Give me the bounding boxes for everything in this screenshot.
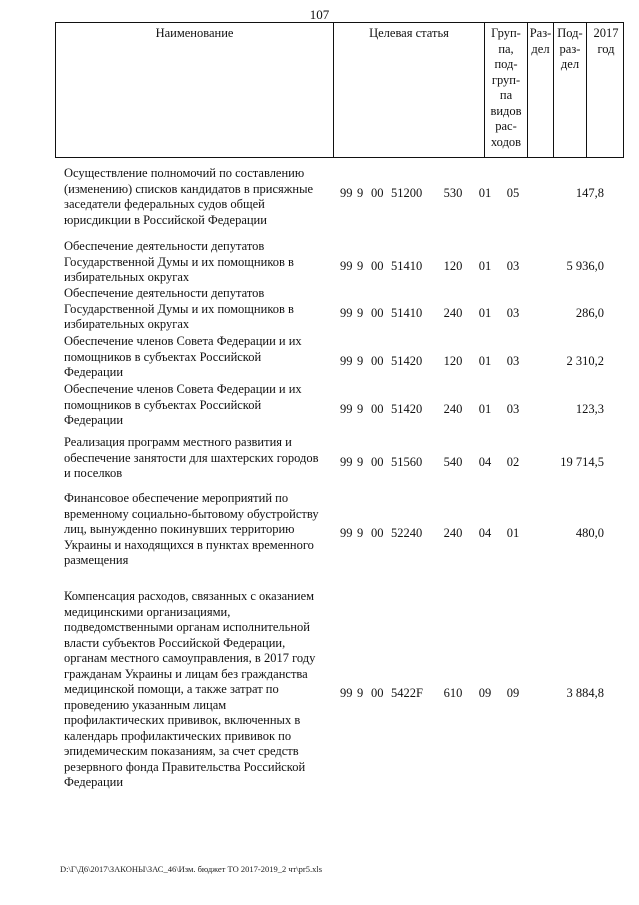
header-group-line: Груп- [491,26,521,40]
target-article-part: 51410 [391,305,423,320]
row-name-line: профилактических прививок, включенных в [64,713,301,727]
row-name-line: (изменению) списков кандидатов в присяжные [64,181,314,196]
row-name-line: Государственной Думы и их помощников в [64,301,294,316]
expense-group-cell: 610 [443,686,463,700]
header-year: 2017 год [593,26,619,56]
expense-group-cell: 240 [443,305,463,320]
header-podrazdel [554,23,587,157]
razdel-cell: 09 [478,686,492,700]
row-name [64,491,332,569]
razdel-cell: 01 [478,305,492,320]
row-name [64,382,332,429]
target-article-part: 99 [340,185,353,200]
header-name: Наименование [56,23,334,157]
target-article-part: 52240 [391,526,423,540]
table-row [0,239,639,286]
target-article-part: 00 [371,454,384,469]
target-article-part: 00 [371,258,384,273]
podrazdel-cell: 03 [506,401,520,416]
table-row [0,589,639,791]
header-group-line: груп- [491,72,521,87]
row-name-line: юрисдикции в Российской Федерации [64,212,267,227]
podrazdel-cell: 05 [506,185,520,200]
amount-cell: 147,8 [575,185,604,200]
amount-cell: 123,3 [575,401,604,416]
row-name-line: Украины и находящихся в пунктах временного [64,537,314,552]
expense-group-cell: 240 [443,401,463,416]
target-article-part: 99 [340,258,353,273]
target-article-part: 99 [340,686,353,700]
row-name-line: Финансовое обеспечение мероприятий по [64,491,289,505]
target-article-part: 51200 [391,185,423,200]
target-article-part: 99 [340,305,353,320]
target-article-part: 00 [371,686,384,700]
row-name-line: резервного фонда Правительства Российской [64,759,306,774]
target-article-part: 9 [357,305,364,320]
row-name-line: Обеспечение членов Совета Федерации и их [64,334,302,348]
target-article-part: 9 [357,454,364,469]
header-group-line: рас- [495,119,517,133]
podrazdel-cell: 09 [506,686,520,700]
amount-cell: 2 310,2 [566,353,604,368]
target-article-part: 9 [357,185,364,200]
target-article-part: 9 [357,686,364,700]
expense-group-cell: 240 [443,526,463,540]
target-article-part: 99 [340,454,353,469]
row-name [64,286,332,333]
target-article-part: 00 [371,401,384,416]
header-target-article: Целевая статья [334,23,485,157]
header-group-line: под- [494,57,518,71]
target-article-part: 9 [357,526,364,540]
header-razdel-line: дел [531,41,550,56]
row-name-line: Реализация программ местного развития и [64,435,292,449]
podrazdel-cell: 01 [506,526,520,540]
podrazdel-cell: 03 [506,353,520,368]
podrazdel-cell: 02 [506,454,520,469]
page-number: 107 [309,7,330,22]
row-name-line: помощников в субъектах Российской [64,349,262,364]
amount-cell: 3 884,8 [566,686,604,700]
row-name-line: избирательных округах [64,270,190,284]
table-row [0,334,639,381]
row-name-line: обеспечение занятости для шахтерских городов [64,450,319,465]
table-row [0,382,639,429]
table-row [0,491,639,569]
expense-group-cell: 120 [443,258,463,273]
row-name-line: Обеспечение членов Совета Федерации и их [64,382,302,396]
row-name-line: заседатели федеральных судов общей [64,197,265,211]
table-row [0,435,639,482]
row-name-line: лиц, вынужденно покинувших территорию [64,522,295,536]
target-article-part: 99 [340,401,353,416]
row-name [64,435,332,482]
target-article-part: 00 [371,185,384,200]
table-row [0,166,639,228]
header-group-line: видов [490,103,522,118]
target-article-part: 00 [371,353,384,368]
razdel-cell: 01 [478,258,492,273]
target-article-part: 00 [371,526,384,540]
razdel-cell: 04 [478,454,492,469]
row-name [64,334,332,381]
header-group-line: па [499,88,513,102]
expense-group-cell: 120 [443,353,463,368]
target-article-part: 99 [340,353,353,368]
row-name-line: эпидемическим показаниям, за счет средств [64,744,299,758]
target-article-part: 5422F [391,686,423,700]
row-name-line: Осуществление полномочий по составлению [64,166,305,180]
header-podrazdel-line: Под- [557,26,583,40]
target-article-part: 51420 [391,401,423,416]
row-name-line: проведению указанным лицам [64,697,227,712]
row-name-line: Государственной Думы и их помощников в [64,254,294,269]
header-razdel-line: Раз- [529,26,552,40]
row-name-line: Обеспечение деятельности депутатов [64,286,265,300]
row-name-line: временному социально-бытовому обустройству [64,506,319,521]
header-podrazdel-line: раз- [559,41,581,56]
expense-group-cell: 530 [443,185,463,200]
row-name-line: Обеспечение деятельности депутатов [64,239,265,253]
row-name-line: календарь профилактических прививок по [64,728,292,743]
row-name-line: органам местного самоуправления, в 2017 году [64,651,316,665]
target-article-part: 9 [357,258,364,273]
row-name-line: власти субъектов Российской Федерации, [64,635,286,650]
footer-file-path: D:\Г\Д6\2017\ЗАКОНЫ\ЗАС_46\Изм. бюджет ТО 2017-2019_2 чт\pr5.xls [60,864,323,874]
row-name-line: Федерации [64,413,124,427]
razdel-cell: 01 [478,185,492,200]
row-name-line: и поселков [64,466,123,480]
target-article-part: 51560 [391,454,423,469]
row-name-line: медицинскими организациями, [64,604,231,619]
target-article-part: 00 [371,305,384,320]
target-article-part: 51420 [391,353,423,368]
row-name-line: гражданам Украины и лицам без гражданства [64,666,308,681]
row-name-line: помощников в субъектах Российской [64,397,262,412]
header-expense-group [485,23,528,157]
amount-cell: 480,0 [575,526,604,540]
target-article-part: 99 [340,526,353,540]
target-article-part: 9 [357,401,364,416]
row-name-line: Федерации [64,775,124,789]
header-razdel [528,23,554,157]
target-article-part: 51410 [391,258,423,273]
amount-cell: 5 936,0 [566,258,604,273]
header-group-line: па, [498,41,514,56]
row-name [64,239,332,286]
table-row [0,286,639,333]
expense-group-cell: 540 [443,454,463,469]
podrazdel-cell: 03 [506,305,520,320]
row-name-line: избирательных округах [64,317,190,331]
row-name-line: Федерации [64,365,124,379]
row-name [64,166,332,228]
table-header [55,22,624,158]
podrazdel-cell: 03 [506,258,520,273]
header-group-line: ходов [490,134,522,149]
row-name-line: медицинской помощи, а также затрат по [64,682,279,696]
header-podrazdel-line: дел [560,57,580,71]
row-name-line: подведомственными органам исполнительной [64,620,310,634]
row-name [64,589,332,791]
target-article-part: 9 [357,353,364,368]
row-name-line: размещения [64,553,129,567]
amount-cell: 286,0 [575,305,604,320]
row-name-line: Компенсация расходов, связанных с оказанием [64,589,315,603]
razdel-cell: 01 [478,353,492,368]
razdel-cell: 01 [478,401,492,416]
razdel-cell: 04 [478,526,492,540]
amount-cell: 19 714,5 [560,454,604,469]
